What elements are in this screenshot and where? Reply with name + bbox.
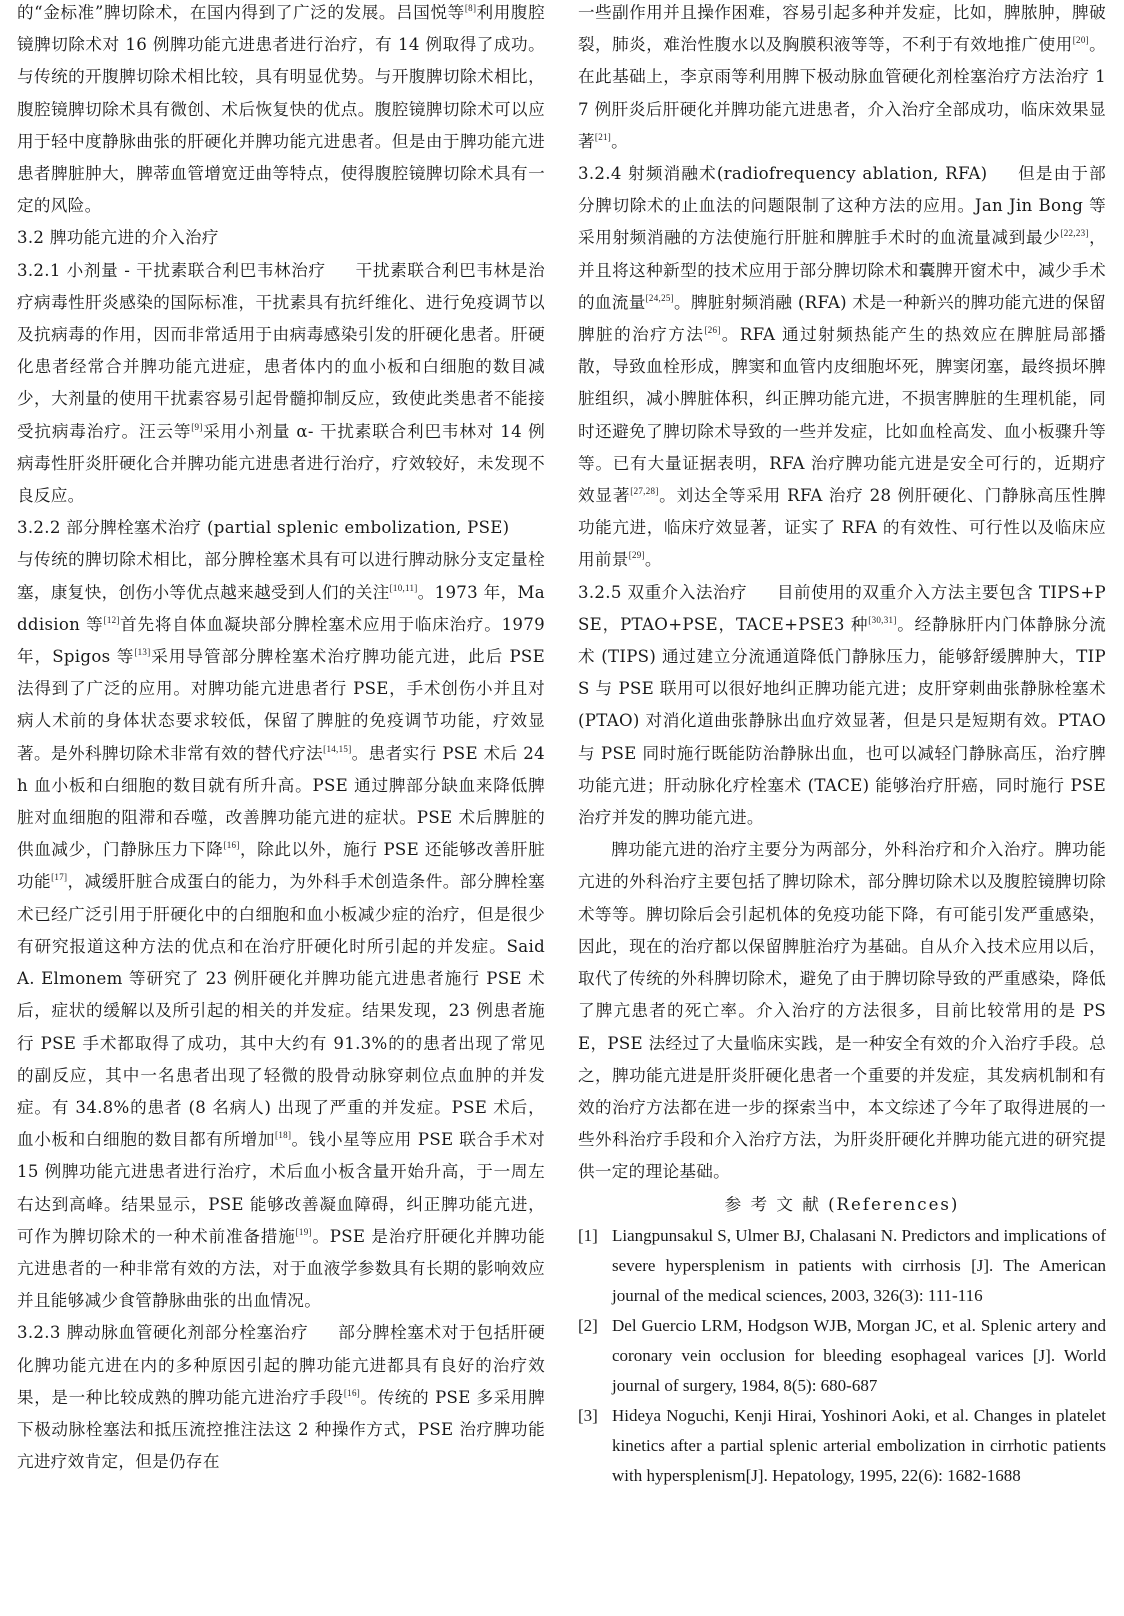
citation: [20] [1072,35,1089,46]
text-span: 首先将自体血凝块部分脾栓塞术应用于临床治疗。1979 年，Spigos 等 [17,614,546,667]
reference-text: Del Guercio LRM, Hodgson WJB, Morgan JC, et al. Splenic artery and coronary vein occlusion for bleeding esophageal varices [J]. World journal of surgery, 1984, 8(5): 680-687 [612,1315,1106,1395]
citation: [17] [51,872,68,883]
citation: [19] [295,1226,312,1237]
paragraph-splenectomy-cont [17,0,545,222]
reference-text: Hideya Noguchi, Kenji Hirai, Yoshinori Aoki, et al. Changes in platelet kinetics after a partial splenic arterial embolization in cirrhotic patients with hypersplenism[J]. Hepatology, 1995, 22(6): 1682-1688 [612,1405,1106,1485]
text-span: 的“金标准”脾切除术，在国内得到了广泛的发展。吕国悦等 [17,3,465,22]
text-span: 利用腹腔镜脾切除术对 16 例脾功能亢进患者进行治疗，有 14 例取得了成功。与传统的开腹脾切除术相比较，具有明显优势。与开腹脾切除术相比，腹腔镜脾切除术具有微创、术后恢复快的优点。腹腔镜脾切除术可以应用于轻中度静脉曲张的肝硬化并脾功能亢进患者。但是由于脾功能亢进患者脾脏肿大，脾蒂血管增宽迂曲等特点，使得腹腔镜脾切除术具有一定的风险。 [17,3,545,216]
citation: [14,15] [323,743,352,754]
citation: [13] [134,647,151,658]
text-span: 。PSE 是治疗肝硬化并脾功能亢进患者的一种非常有效的方法，对于血液学参数具有长期的影响效应并且能够减少食管静脉曲张的出血情况。 [17,1226,545,1311]
text-span: 。1973 年，Maddision 等 [17,582,545,634]
reference-item [578,1311,1106,1401]
citation: [16] [343,1387,361,1398]
citation: [9] [191,421,203,432]
left-column [17,0,545,1478]
right-column [578,0,1106,1491]
paragraph-3-2-3-cont [578,0,1106,158]
subsection-heading-3-2-1: 3.2.1 小剂量 - 干扰素联合利巴韦林治疗 [17,260,326,280]
references-heading: 参 考 文 献 (References) [724,1194,960,1214]
text-span: 但是由于部分脾切除术的止血法的问题限制了这种方法的应用。Jan Jin Bong 等采用射频消融的方法使施行肝脏和脾脏手术时的血流量减到最少 [578,164,1107,248]
subsection-heading-3-2-2: 3.2.2 部分脾栓塞术治疗 (partial splenic embolization, PSE) [17,518,510,538]
paragraph-summary: 脾功能亢进的治疗主要分为两部分，外科治疗和介入治疗。脾功能亢进的外科治疗主要包括了脾切除术，部分脾切除术以及腹腔镜脾切除术等等。脾切除后会引起机体的免疫功能下降，有可能引发严重感染，因此，现在的治疗都以保留脾脏治疗为基础。自从介入技术应用以后，取代了传统的外科脾切除术，避免了由于脾切除导致的严重感染，降低了脾亢患者的死亡率。介入治疗的方法很多，目前比较常用的是 PSE，PSE 法经过了大量临床实践，是一种安全有效的介入治疗手段。总之，脾功能亢进是肝炎肝硬化患者一个重要的并发症，其发病机制和有效的治疗方法都在进一步的探索当中，本文综述了今年了取得进展的一些外科治疗手段和介入治疗方法，为肝炎肝硬化并脾功能亢进的研究提供一定的理论基础。 [578,840,1106,1182]
reference-item [578,1401,1106,1491]
paragraph-3-2-2 [17,512,545,1317]
citation: [24,25] [645,292,674,303]
text-span: 。经静脉肝内门体静脉分流术 (TIPS) 通过建立分流通道降低门静脉压力，能够舒缓脾肿大，TIPS 与 PSE 联用可以很好地纠正脾功能亢进；皮肝穿刺曲张静脉栓塞术 (PTAO) 对消化道曲张静脉出血疗效显著，但是只是短期有效。PTAO 与 PSE 同时施行既能防治静脉出血，也可以减轻门静脉高压，治疗脾功能亢进；肝动脉化疗栓塞术 (TACE) 能够治疗肝癌，同时施行 PSE 治疗并发的脾功能亢进。 [578,614,1106,828]
citation: [21] [594,131,612,142]
citation: [16] [223,840,240,851]
citation: [22,23] [1060,228,1089,239]
reference-list [578,1221,1106,1491]
text-span: 。 [644,550,662,570]
text-span: 。传统的 PSE 多采用脾下极动脉栓塞法和抵压流控推注法这 2 种操作方式，PSE 治疗脾功能亢进疗效肯定，但是仍存在 [17,1387,545,1472]
reference-item [578,1221,1106,1311]
text-span: 。在此基础上，李京雨等利用脾下极动脉血管硬化剂栓塞治疗方法治疗 17 例肝炎后肝硬化并脾功能亢进患者，介入治疗全部成功，临床效果显著 [578,35,1106,151]
subsection-heading-3-2-4: 3.2.4 射频消融术(radiofrequency ablation, RFA) [578,164,988,184]
text-span: 。患者实行 PSE 术后 24 h 血小板和白细胞的数目就有所升高。PSE 通过脾部分缺血来降低脾脏对血细胞的阻滞和吞噬，改善脾功能亢进的症状。PSE 术后脾脏的供血减少，门静脉压力下降 [17,743,545,860]
reference-number: [3] [578,1405,598,1425]
subsection-heading-3-2-5: 3.2.5 双重介入法治疗 [578,582,748,602]
text-span: 与传统的脾切除术相比，部分脾栓塞术具有可以进行脾动脉分支定量栓塞，康复快，创伤小等优点越来越受到人们的关注 [17,550,545,602]
text-span: 一些副作用并且操作困难，容易引起多种并发症，比如，脾脓肿，脾破裂，肺炎，难治性腹水以及胸膜积液等等，不利于有效地推广使用 [578,3,1106,55]
text-span: 。刘达全等采用 RFA 治疗 28 例肝硬化、门静脉高压性脾功能亢进，临床疗效显著，证实了 RFA 的有效性、可行性以及临床应用前景 [578,486,1106,570]
text-span: ，并且将这种新型的技术应用于部分脾切除术和囊脾开窗术中，减少手术的血流量 [578,228,1106,312]
text-span: ，除此以外，施行 PSE 还能够改善肝脏功能 [17,840,545,892]
citation: [8] [464,3,477,13]
text-span: ，减缓肝脏合成蛋白的能力，为外科手术创造条件。部分脾栓塞术已经广泛引用于肝硬化中的白细胞和血小板减少症的治疗，但是很少有研究报道这种方法的优点和在治疗肝硬化时所引起的并发症。Said A. Elmonem 等研究了 23 例肝硬化并脾功能亢进患者施行 PSE 术后，症状的缓解以及所引起的相关的并发症。结果发现，23 例患者施行 PSE 手术都取得了成功，其中大约有 91.3%的的患者出现了常见的副反应，其中一名患者出现了轻微的股骨动脉穿刺位点血肿的并发症。有 34.8%的患者 (8 名病人) 出现了严重的并发症。PSE 术后，血小板和白细胞的数目都有所增加 [17,872,545,1150]
text-span: 采用小剂量 α- 干扰素联合利巴韦林对 14 例病毒性肝炎肝硬化合并脾功能亢进患者进行治疗，疗效较好，未发现不良反应。 [17,421,545,506]
text-span: 。RFA 通过射频热能产生的热效应在脾脏局部播散，导致血栓形成，脾窦和血管内皮细胞坏死，脾窦闭塞，最终损坏脾脏组织，减小脾脏体积，纠正脾功能亢进，不损害脾脏的生理机能，同时还避免了脾切除术导致的一些并发症，比如血栓高发、血小板骤升等等。已有大量证据表明，RFA 治疗脾功能亢进是安全可行的，近期疗效显著 [578,325,1106,506]
text-span: 。脾脏射频消融 (RFA) 术是一种新兴的脾功能亢进的保留脾脏的治疗方法 [578,292,1107,345]
section-heading-3-2: 3.2 脾功能亢进的介入治疗 [17,228,219,248]
citation: [10,11] [389,582,418,593]
text-span: 部分脾栓塞术对于包括肝硬化脾功能亢进在内的多种原因引起的脾功能亢进都具有良好的治疗效果，是一种比较成熟的脾功能亢进治疗手段 [17,1323,545,1407]
reference-text: Liangpunsakul S, Ulmer BJ, Chalasani N. Predictors and implications of severe hypersplenism in patients with cirrhosis [J]. The American journal of the medical sciences, 2003, 326(3): 111-116 [612,1225,1106,1305]
citation: [30,31] [868,614,897,625]
subsection-heading-3-2-3: 3.2.3 脾动脉血管硬化剂部分栓塞治疗 [17,1323,309,1343]
reference-number: [2] [578,1315,598,1335]
citation: [26] [704,325,721,336]
text-span: 干扰素联合利巴韦林是治疗病毒性肝炎感染的国际标准，干扰素具有抗纤维化、进行免疫调节以及抗病毒的作用，因而非常适用于由病毒感染引发的肝硬化患者。肝硬化患者经常合并脾功能亢进症，患者体内的血小板和白细胞的数目减少，大剂量的使用干扰素容易引起骨髓抑制反应，致使此类患者不能接受抗病毒治疗。汪云等 [17,260,545,441]
text-span: 采用导管部分脾栓塞术治疗脾功能亢进，此后 PSE 法得到了广泛的应用。对脾功能亢进患者行 PSE，手术创伤小并且对病人术前的身体状态要求较低，保留了脾脏的免疫调节功能，疗效显著。是外科脾切除术非常有效的替代疗法 [17,647,546,763]
citation: [29] [628,550,645,561]
citation: [27,28] [630,486,659,497]
text-span: 。钱小星等应用 PSE 联合手术对 15 例脾功能亢进患者进行治疗，术后血小板含量开始升高，于一周左右达到高峰。结果显示，PSE 能够改善凝血障碍，纠正脾功能亢进，可作为脾切除术的一种术前准备措施 [17,1130,545,1246]
reference-number: [1] [578,1225,598,1245]
citation: [18] [275,1130,292,1141]
citation: [12] [103,614,120,625]
text-span: 目前使用的双重介入方法主要包含 TIPS+PSE，PTAO+PSE，TACE+PSE3 种 [578,582,1106,634]
text-span: 。 [611,131,629,151]
